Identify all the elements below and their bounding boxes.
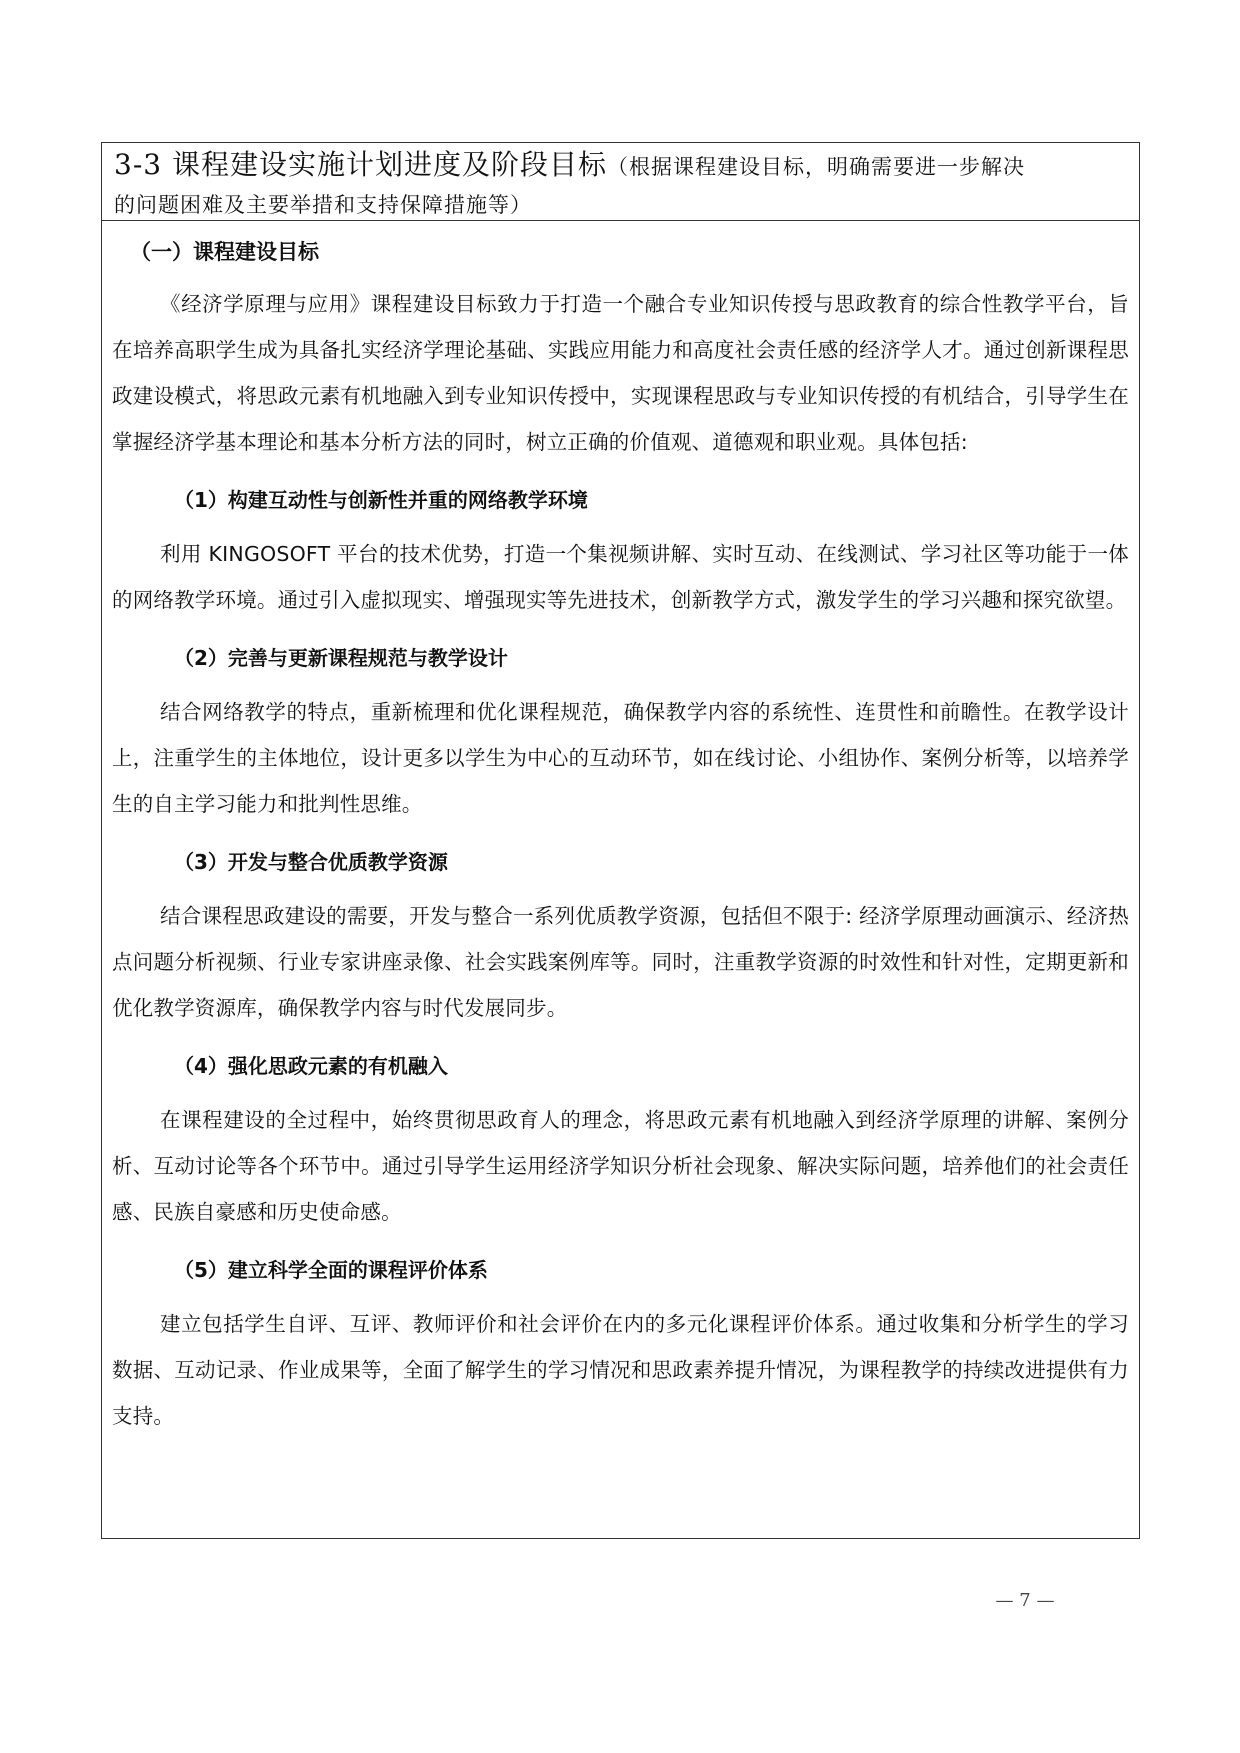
section-title: 3-3 课程建设实施计划进度及阶段目标 xyxy=(114,148,607,181)
item-3-heading: （3）开发与整合优质教学资源 xyxy=(174,850,448,874)
table-header-cell xyxy=(102,143,1139,221)
section-heading: （一）课程建设目标 xyxy=(130,240,319,264)
item-2-heading: （2）完善与更新课程规范与教学设计 xyxy=(174,646,508,670)
item-1-heading: （1）构建互动性与创新性并重的网络教学环境 xyxy=(174,488,588,512)
intro-paragraph: 《经济学原理与应用》课程建设目标致力于打造一个融合专业知识传授与思政教育的综合性教学平台，旨在培养高职学生成为具备扎实经济学理论基础、实践应用能力和高度社会责任感的经济学人才。通过创新课程思政建设模式，将思政元素有机地融入到专业知识传授中，实现课程思政与专业知识传授的有机结合，引导学生在掌握经济学基本理论和基本分析方法的同时，树立正确的价值观、道德观和职业观。具体包括: xyxy=(112,292,1129,454)
item-5-heading: （5）建立科学全面的课程评价体系 xyxy=(174,1258,488,1282)
section-title-note-line1: （根据课程建设目标，明确需要进一步解决 xyxy=(607,155,1025,179)
item-3-paragraph: 结合课程思政建设的需要，开发与整合一系列优质教学资源，包括但不限于: 经济学原理动画演示、经济热点问题分析视频、行业专家讲座录像、社会实践案例库等。同时，注重教学资源的时效性和针对性，定期更新和优化教学资源库，确保教学内容与时代发展同步。 xyxy=(112,904,1129,1020)
item-4-heading: （4）强化思政元素的有机融入 xyxy=(174,1054,448,1078)
content-table xyxy=(101,142,1140,1539)
item-2-paragraph: 结合网络教学的特点，重新梳理和优化课程规范，确保教学内容的系统性、连贯性和前瞻性。在教学设计上，注重学生的主体地位，设计更多以学生为中心的互动环节，如在线讨论、小组协作、案例分析等，以培养学生的自主学习能力和批判性思维。 xyxy=(112,700,1129,816)
section-title-note-line2: 的问题困难及主要举措和支持保障措施等） xyxy=(114,193,532,217)
table-body-cell xyxy=(102,221,1139,1439)
item-4-paragraph: 在课程建设的全过程中，始终贯彻思政育人的理念，将思政元素有机地融入到经济学原理的讲解、案例分析、互动讨论等各个环节中。通过引导学生运用经济学知识分析社会现象、解决实际问题，培养他们的社会责任感、民族自豪感和历史使命感。 xyxy=(112,1108,1129,1224)
page-number: — 7 — xyxy=(995,1590,1055,1611)
item-1-paragraph: 利用 KINGOSOFT 平台的技术优势，打造一个集视频讲解、实时互动、在线测试、学习社区等功能于一体的网络教学环境。通过引入虚拟现实、增强现实等先进技术，创新教学方式，激发学生的学习兴趣和探究欲望。 xyxy=(112,542,1129,612)
item-5-paragraph: 建立包括学生自评、互评、教师评价和社会评价在内的多元化课程评价体系。通过收集和分析学生的学习数据、互动记录、作业成果等，全面了解学生的学习情况和思政素养提升情况，为课程教学的持续改进提供有力支持。 xyxy=(112,1312,1129,1428)
